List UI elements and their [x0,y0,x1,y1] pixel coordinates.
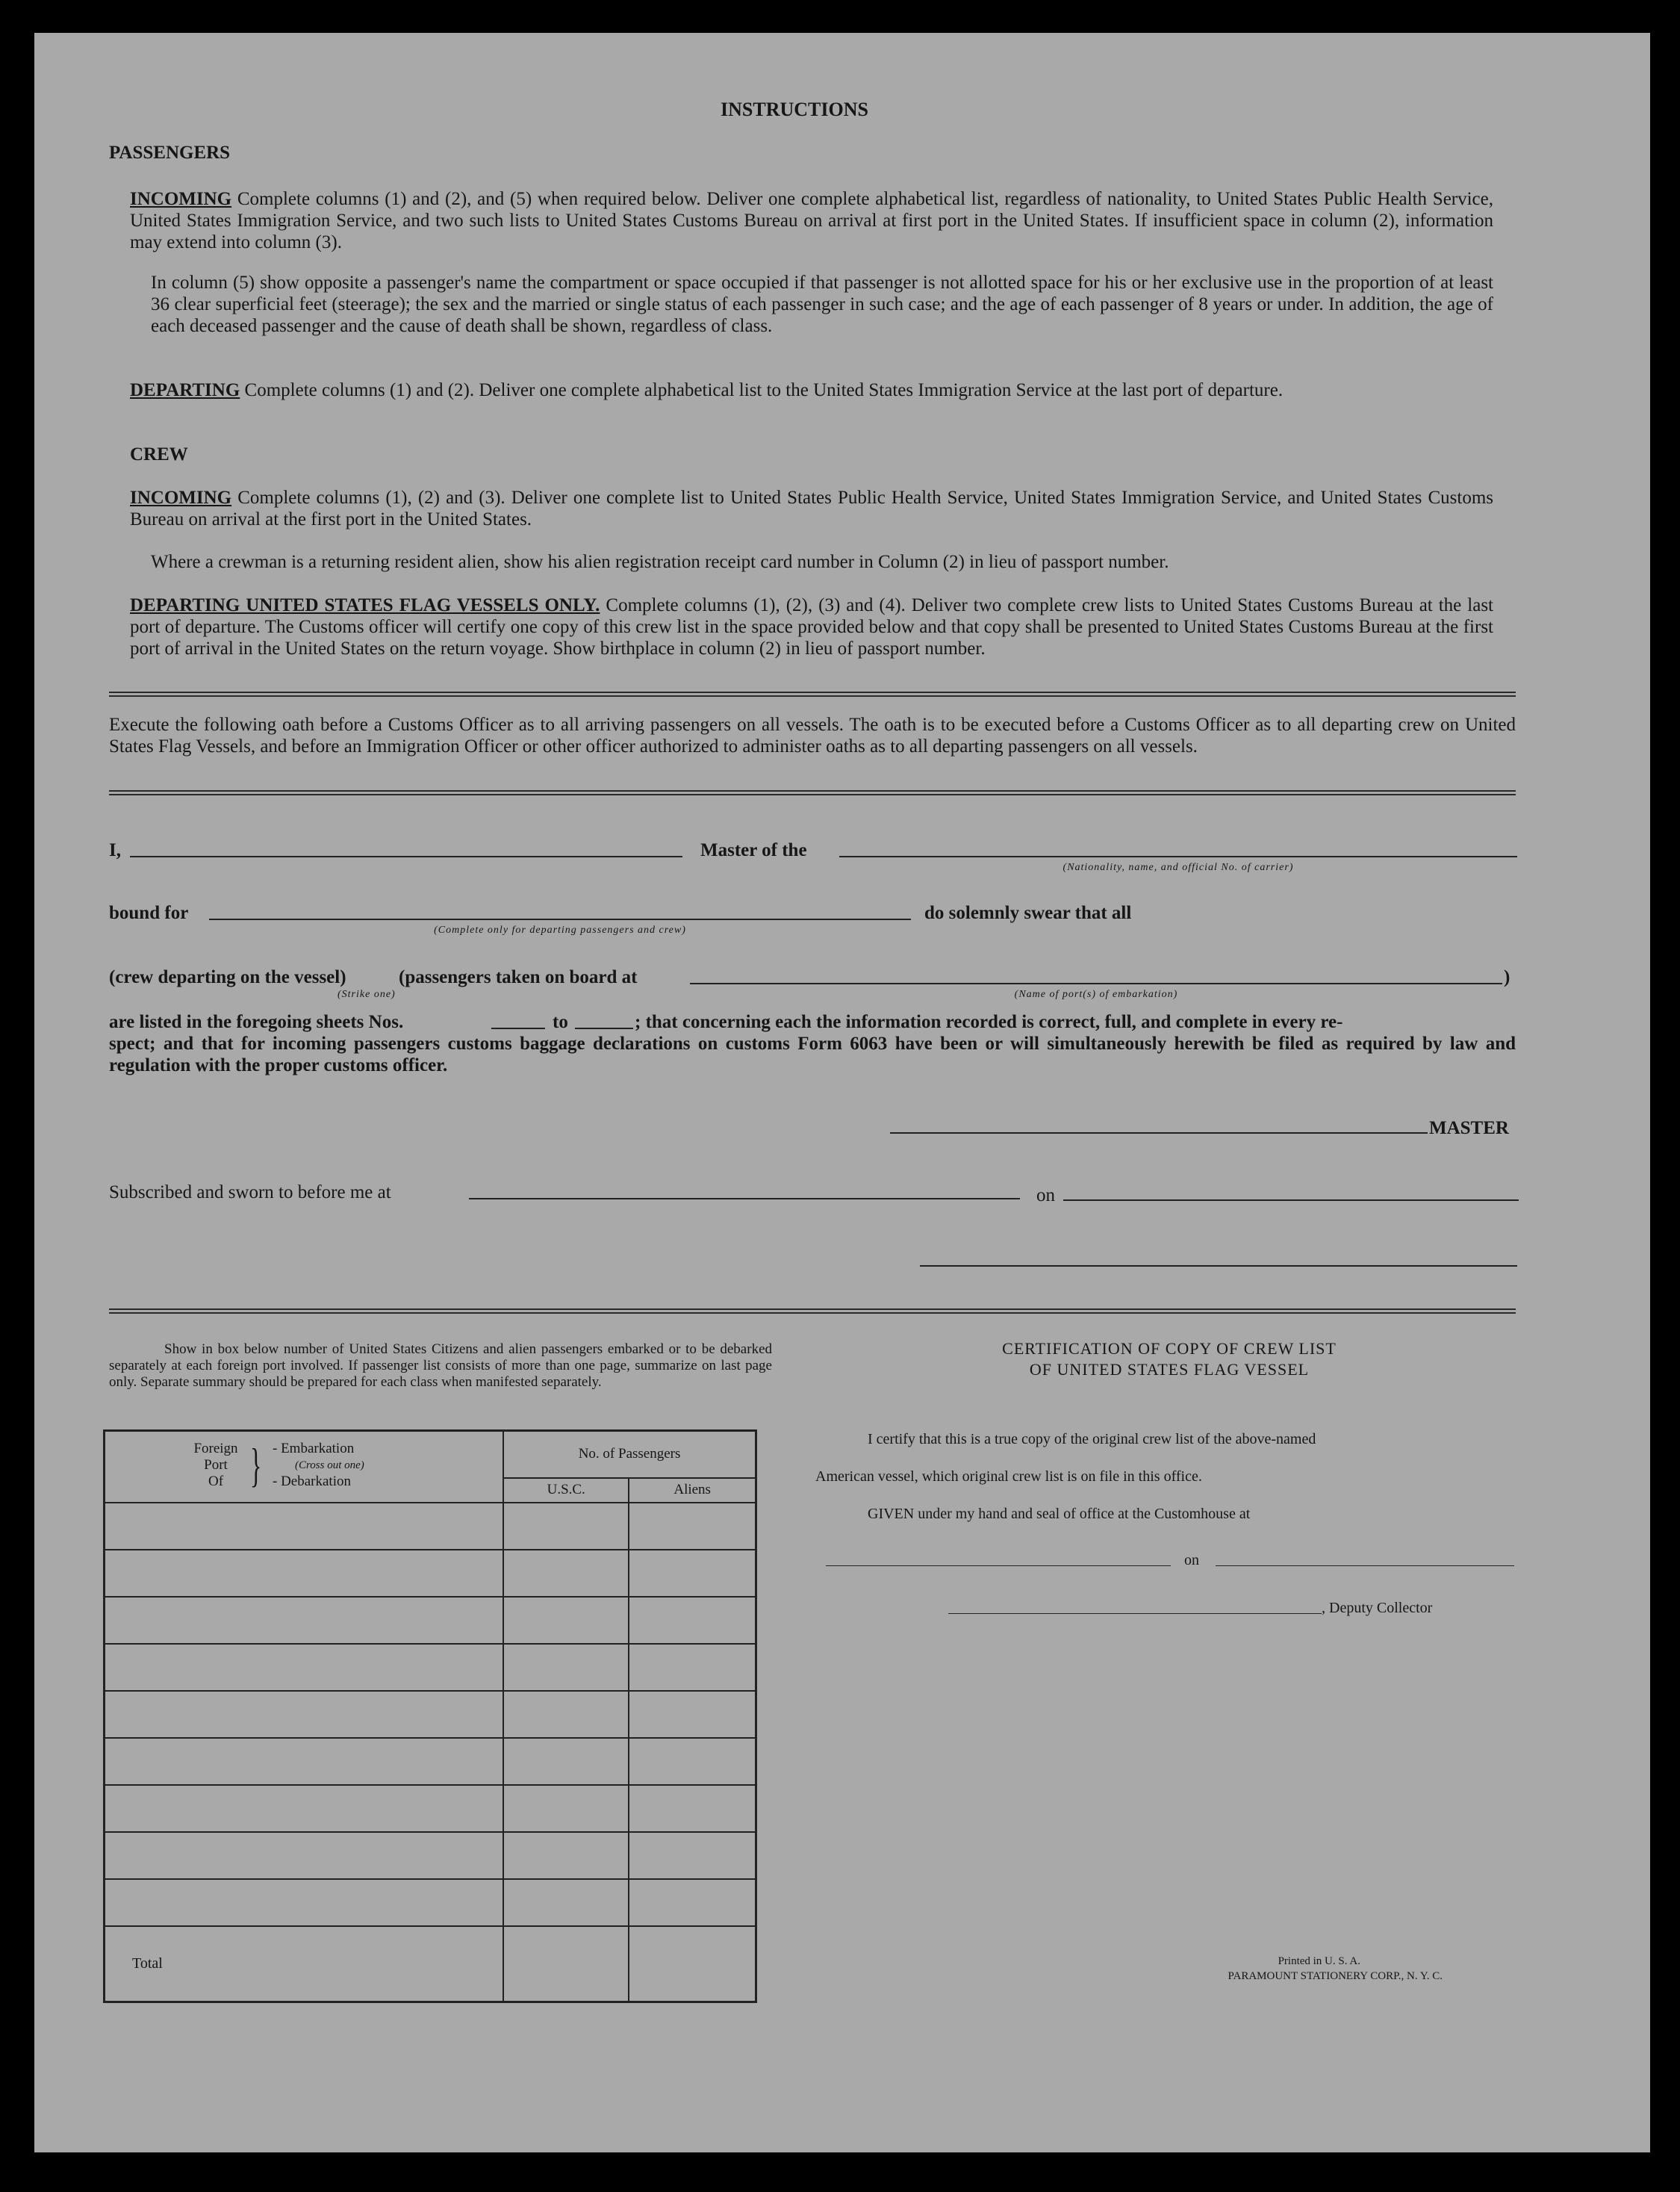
passengers-departing-label: DEPARTING [130,380,240,400]
printed-in-label: Printed in U. S. A. [1278,1955,1360,1967]
crew-resident-paragraph: Where a crewman is a returning resident alien, show his alien registration receipt card number in Column (2) in lieu of passport number. [151,552,1169,572]
carrier-field[interactable] [839,856,1517,857]
port-cell[interactable] [105,1738,504,1785]
aliens-cell[interactable] [629,1785,756,1832]
certify-on-label: on [1184,1552,1199,1568]
swear-label: do solemnly swear that all [924,903,1132,923]
master-name-field[interactable] [130,856,682,857]
master-of-the-label: Master of the [700,840,807,860]
listed-sheets-label: are listed in the foregoing sheets Nos. [109,1012,404,1032]
listed-rest-text: spect; and that for incoming passengers customs baggage declarations on customs Form 6063 have been or will simultaneously herewith be filed as required by law and regulation with the proper customs officer. [109,1034,1516,1075]
deputy-collector-signature-field[interactable] [948,1613,1322,1614]
usc-total-cell[interactable] [503,1926,629,2002]
sworn-date-field[interactable] [1063,1199,1519,1201]
port-cell[interactable] [105,1597,504,1644]
oath-instruction: Execute the following oath before a Customs Officer as to all arriving passengers on all vessels. The oath is to be executed before a Customs Officer as to all departing crew on United States Flag Vessels, and before an Immigration Officer or other officer authorized to administer oaths as to all departing passengers on all vessels. [109,715,1516,757]
form-page [34,33,1650,2152]
port-cell[interactable] [105,1503,504,1550]
total-label-cell [105,1926,504,2002]
passengers-incoming-text: Complete columns (1) and (2), and (5) when required below. Deliver one complete alphabetical list, regardless of nationality, to United States Public Health Service, United States Immigration Service, and two such lists to United States Customs Bureau on arrival at first port in the United States. If insufficient space in column (2), information may extend into column (3). [130,189,1494,252]
aliens-total-cell[interactable] [629,1926,756,2002]
port-cell[interactable] [105,1832,504,1879]
aliens-cell[interactable] [629,1597,756,1644]
crew-incoming-text: Complete columns (1), (2) and (3). Deliver one complete list to United States Public Health Service, United States Immigration Service, and United States Customs Bureau on arrival at the first port in the United States. [130,488,1494,530]
crew-incoming-label: INCOMING [130,488,232,508]
sworn-on-label: on [1036,1185,1055,1205]
bound-for-label: bound for [109,903,189,923]
crew-departing-label: DEPARTING UNITED STATES FLAG VESSELS ONLY. [130,595,600,615]
crew-departing-option[interactable]: (crew departing on the vessel) [109,967,346,987]
embarkation-ports-field[interactable] [690,983,1502,984]
usc-cell[interactable] [503,1597,629,1644]
customhouse-field[interactable] [826,1565,1171,1566]
passengers-departing-text: Complete columns (1) and (2). Deliver one complete alphabetical list to the United States Immigration Service at the last port of departure. [244,380,1284,400]
foreign-port-of-label [186,1441,246,1490]
port-cell[interactable] [105,1550,504,1597]
instructions-heading: INSTRUCTIONS [721,99,868,120]
embarkation-option[interactable]: - Embarkation [273,1441,355,1456]
subscribed-label: Subscribed and sworn to before me at [109,1182,391,1202]
total-label: Total [132,1955,163,1972]
embarkation-ports-hint: (Name of port(s) of embarkation) [1014,989,1178,1000]
listed-text: ; that concerning each the information recorded is correct, full, and complete in every re- [635,1012,1343,1032]
of-label: Of [208,1474,224,1489]
bound-for-hint: (Complete only for departing passengers and crew) [434,925,686,936]
debarkation-option[interactable]: - Debarkation [273,1474,351,1489]
certify-line-3: GIVEN under my hand and seal of office at the Customhouse at [868,1506,1251,1522]
usc-cell[interactable] [503,1644,629,1691]
close-paren: ) [1504,967,1511,987]
passengers-title: PASSENGERS [109,143,231,163]
crew-departing-paragraph [130,594,1493,659]
sworn-place-field[interactable] [469,1198,1020,1199]
usc-cell[interactable] [503,1691,629,1738]
port-label: Port [204,1457,228,1473]
usc-cell[interactable] [503,1879,629,1926]
crew-incoming-paragraph [130,487,1493,530]
strike-one-hint: (Strike one) [337,989,396,1000]
aliens-cell[interactable] [629,1738,756,1785]
divider-double [109,790,1516,795]
crew-departing-text: Complete columns (1), (2), (3) and (4). Deliver two complete crew lists to United States Customs Bureau at the last port of departure. The Customs officer will certify one copy of this crew list in the space provided below and that copy shall be presented to United States Customs Bureau at the first port of arrival in the United States on the return voyage. Show birthplace in column (2) in lieu of passport number. [130,595,1494,659]
printer-imprint [1144,1954,1443,1984]
port-cell[interactable] [105,1644,504,1691]
certify-line-2: American vessel, which original crew list is on file in this office. [815,1468,1202,1485]
usc-cell[interactable] [503,1785,629,1832]
aliens-cell[interactable] [629,1832,756,1879]
master-signature-field[interactable] [890,1132,1428,1134]
no-passengers-header: No. of Passengers [503,1431,756,1478]
usc-cell[interactable] [503,1550,629,1597]
sheet-from-field[interactable] [491,1028,545,1029]
passengers-departing-paragraph [130,379,1493,401]
certification-title [826,1338,1513,1380]
usc-cell[interactable] [503,1738,629,1785]
bound-for-field[interactable] [209,919,911,920]
embark-debark-options [273,1441,364,1490]
passengers-incoming-paragraph [130,188,1493,253]
port-cell[interactable] [105,1785,504,1832]
usc-cell[interactable] [503,1503,629,1550]
certification-title-line-2: OF UNITED STATES FLAG VESSEL [1029,1360,1310,1379]
divider-double [109,692,1516,697]
printer-name: PARAMOUNT STATIONERY CORP., N. Y. C. [1228,1970,1443,1982]
aliens-cell[interactable] [629,1691,756,1738]
port-cell[interactable] [105,1691,504,1738]
foreign-label: Foreign [193,1441,238,1456]
certify-date-field[interactable] [1216,1565,1514,1566]
usc-cell[interactable] [503,1832,629,1879]
officer-signature-field[interactable] [920,1265,1517,1267]
passengers-column5-paragraph: In column (5) show opposite a passenger's name the compartment or space occupied if that passenger is not allotted space for his or her exclusive use in the proportion of at least 36 clear superficial feet (steerage); the sex and the married or single status of each passenger in such case; and the age of each passenger of 8 years or under. In addition, the age of each deceased passenger and the cause of death shall be shown, regardless of class. [151,273,1493,336]
certify-line-1: I certify that this is a true copy of the original crew list of the above-named [868,1431,1316,1447]
passengers-taken-option[interactable]: (passengers taken on board at [399,967,638,987]
carrier-hint: (Nationality, name, and official No. of carrier) [1063,862,1294,873]
summary-note: Show in box below number of United States Citizens and alien passengers embarked or to be debarked separately at each foreign port involved. If passenger list consists of more than one page, summarize on last page only. Separate summary should be prepared for each class when manifested separately. [109,1341,772,1390]
passenger-summary-table [103,1429,757,2003]
brace-icon: } [250,1438,262,1491]
master-label: MASTER [1429,1118,1509,1138]
oath-i-label: I, [109,840,121,860]
aliens-cell[interactable] [629,1503,756,1550]
aliens-cell[interactable] [629,1550,756,1597]
certification-title-line-1: CERTIFICATION OF COPY OF CREW LIST [1002,1339,1337,1358]
aliens-header: Aliens [629,1478,756,1503]
passengers-incoming-label: INCOMING [130,189,232,209]
port-cell[interactable] [105,1879,504,1926]
aliens-cell[interactable] [629,1644,756,1691]
cross-out-hint: (Cross out one) [295,1459,364,1471]
crew-title: CREW [130,444,188,465]
usc-header: U.S.C. [503,1478,629,1503]
port-header-cell [105,1431,504,1503]
deputy-collector-label: , Deputy Collector [1322,1600,1433,1616]
divider-double [109,1308,1516,1314]
aliens-cell[interactable] [629,1879,756,1926]
listed-to-label: to [553,1012,568,1032]
sheet-to-field[interactable] [575,1028,633,1029]
